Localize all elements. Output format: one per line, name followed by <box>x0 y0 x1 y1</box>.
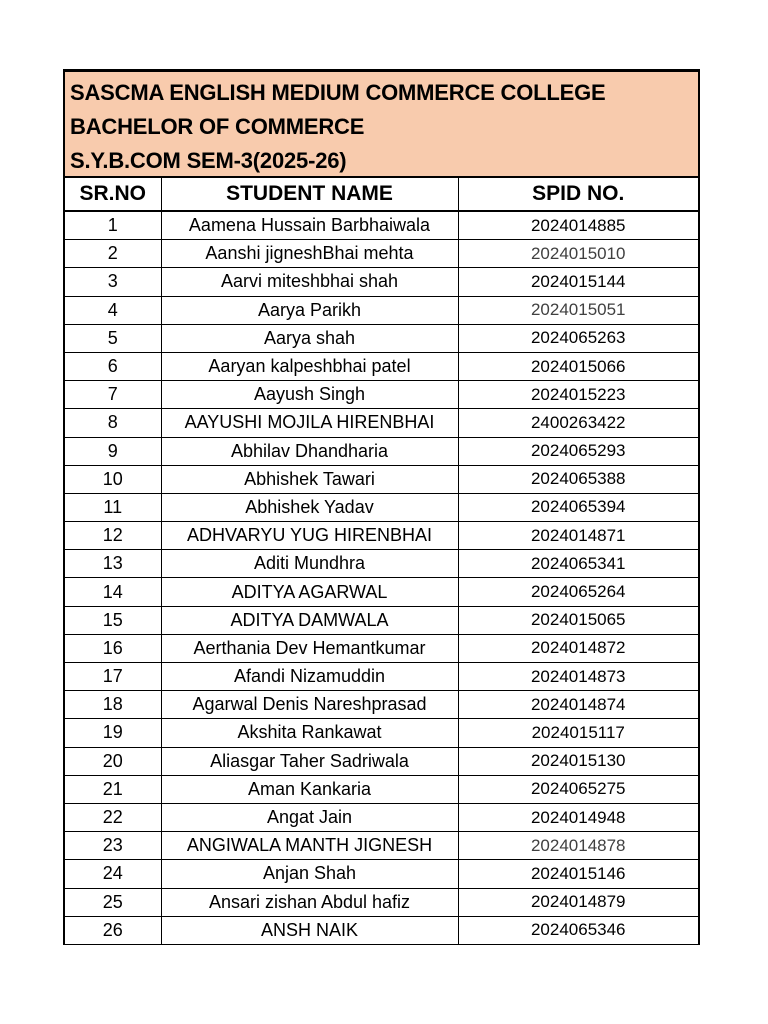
student-name-cell: Ansari zishan Abdul hafiz <box>161 888 458 916</box>
spid-cell: 2024015066 <box>458 352 698 380</box>
student-name-cell: Aarya Parikh <box>161 296 458 324</box>
table-row <box>65 493 698 521</box>
table-row <box>65 437 698 465</box>
spid-cell: 2024065388 <box>458 465 698 493</box>
sr-no-cell: 19 <box>65 719 161 747</box>
sr-no-cell: 13 <box>65 550 161 578</box>
sr-no-cell: 15 <box>65 606 161 634</box>
title-block <box>65 72 698 178</box>
sr-no-cell: 7 <box>65 381 161 409</box>
column-header-student-name: STUDENT NAME <box>161 178 458 211</box>
student-name-cell: Aliasgar Taher Sadriwala <box>161 747 458 775</box>
semester-label: S.Y.B.COM SEM-3(2025-26) <box>70 148 347 173</box>
spid-cell: 2024065293 <box>458 437 698 465</box>
spid-cell: 2024014873 <box>458 663 698 691</box>
sr-no-cell: 1 <box>65 211 161 240</box>
table-row <box>65 352 698 380</box>
student-name-cell: ADITYA AGARWAL <box>161 578 458 606</box>
student-name-cell: ADITYA DAMWALA <box>161 606 458 634</box>
table-row <box>65 663 698 691</box>
table-row <box>65 381 698 409</box>
college-name: SASCMA ENGLISH MEDIUM COMMERCE COLLEGE <box>70 80 606 105</box>
table-row <box>65 888 698 916</box>
student-name-cell: Aerthania Dev Hemantkumar <box>161 634 458 662</box>
sr-no-cell: 21 <box>65 775 161 803</box>
sr-no-cell: 12 <box>65 522 161 550</box>
table-header-row <box>65 178 698 211</box>
sr-no-cell: 20 <box>65 747 161 775</box>
table-row <box>65 803 698 831</box>
table-row <box>65 832 698 860</box>
spid-cell: 2024015010 <box>458 240 698 268</box>
spid-cell: 2024015144 <box>458 268 698 296</box>
student-name-cell: Agarwal Denis Nareshprasad <box>161 691 458 719</box>
sr-no-cell: 8 <box>65 409 161 437</box>
table-body <box>65 211 698 944</box>
student-table <box>65 178 698 945</box>
table-row <box>65 409 698 437</box>
spid-cell: 2024014872 <box>458 634 698 662</box>
column-header-spid-no: SPID NO. <box>458 178 698 211</box>
sr-no-cell: 25 <box>65 888 161 916</box>
table-row <box>65 522 698 550</box>
student-name-cell: Aarvi miteshbhai shah <box>161 268 458 296</box>
spid-cell: 2024015223 <box>458 381 698 409</box>
sr-no-cell: 17 <box>65 663 161 691</box>
student-name-cell: Aman Kankaria <box>161 775 458 803</box>
student-name-cell: Anjan Shah <box>161 860 458 888</box>
student-name-cell: Abhishek Tawari <box>161 465 458 493</box>
spid-cell: 2024065341 <box>458 550 698 578</box>
student-name-cell: Aanshi jigneshBhai mehta <box>161 240 458 268</box>
table-row <box>65 296 698 324</box>
spid-cell: 2024014871 <box>458 522 698 550</box>
table-row <box>65 719 698 747</box>
sr-no-cell: 22 <box>65 803 161 831</box>
sr-no-cell: 9 <box>65 437 161 465</box>
sr-no-cell: 24 <box>65 860 161 888</box>
student-name-cell: Angat Jain <box>161 803 458 831</box>
sr-no-cell: 11 <box>65 493 161 521</box>
student-name-cell: Abhilav Dhandharia <box>161 437 458 465</box>
sr-no-cell: 26 <box>65 916 161 944</box>
table-row <box>65 550 698 578</box>
sr-no-cell: 3 <box>65 268 161 296</box>
table-row <box>65 465 698 493</box>
table-row <box>65 578 698 606</box>
spid-cell: 2400263422 <box>458 409 698 437</box>
program-name: BACHELOR OF COMMERCE <box>70 114 365 139</box>
spid-cell: 2024065346 <box>458 916 698 944</box>
table-row <box>65 747 698 775</box>
sr-no-cell: 18 <box>65 691 161 719</box>
student-name-cell: Afandi Nizamuddin <box>161 663 458 691</box>
spid-cell: 2024014948 <box>458 803 698 831</box>
student-name-cell: Aayush Singh <box>161 381 458 409</box>
student-name-cell: ADHVARYU YUG HIRENBHAI <box>161 522 458 550</box>
student-name-cell: Aaryan kalpeshbhai patel <box>161 352 458 380</box>
spid-cell: 2024015146 <box>458 860 698 888</box>
spid-cell: 2024015117 <box>458 719 698 747</box>
table-row <box>65 240 698 268</box>
spid-cell: 2024015051 <box>458 296 698 324</box>
table-row <box>65 324 698 352</box>
student-name-cell: Akshita Rankawat <box>161 719 458 747</box>
student-name-cell: ANSH NAIK <box>161 916 458 944</box>
sr-no-cell: 10 <box>65 465 161 493</box>
spid-cell: 2024015065 <box>458 606 698 634</box>
sr-no-cell: 6 <box>65 352 161 380</box>
spid-cell: 2024065394 <box>458 493 698 521</box>
student-roster-sheet <box>63 69 700 945</box>
sr-no-cell: 4 <box>65 296 161 324</box>
sr-no-cell: 2 <box>65 240 161 268</box>
table-row <box>65 211 698 240</box>
spid-cell: 2024015130 <box>458 747 698 775</box>
spid-cell: 2024065263 <box>458 324 698 352</box>
student-name-cell: Aditi Mundhra <box>161 550 458 578</box>
spid-cell: 2024065264 <box>458 578 698 606</box>
student-name-cell: AAYUSHI MOJILA HIRENBHAI <box>161 409 458 437</box>
spid-cell: 2024014878 <box>458 832 698 860</box>
sr-no-cell: 14 <box>65 578 161 606</box>
table-row <box>65 268 698 296</box>
table-row <box>65 860 698 888</box>
table-row <box>65 916 698 944</box>
table-row <box>65 606 698 634</box>
sr-no-cell: 16 <box>65 634 161 662</box>
spid-cell: 2024065275 <box>458 775 698 803</box>
table-row <box>65 691 698 719</box>
sr-no-cell: 23 <box>65 832 161 860</box>
student-name-cell: Abhishek Yadav <box>161 493 458 521</box>
student-name-cell: Aamena Hussain Barbhaiwala <box>161 211 458 240</box>
column-header-sr-no: SR.NO <box>65 178 161 211</box>
sr-no-cell: 5 <box>65 324 161 352</box>
table-row <box>65 775 698 803</box>
table-row <box>65 634 698 662</box>
spid-cell: 2024014885 <box>458 211 698 240</box>
student-name-cell: ANGIWALA MANTH JIGNESH <box>161 832 458 860</box>
spid-cell: 2024014879 <box>458 888 698 916</box>
student-name-cell: Aarya shah <box>161 324 458 352</box>
spid-cell: 2024014874 <box>458 691 698 719</box>
